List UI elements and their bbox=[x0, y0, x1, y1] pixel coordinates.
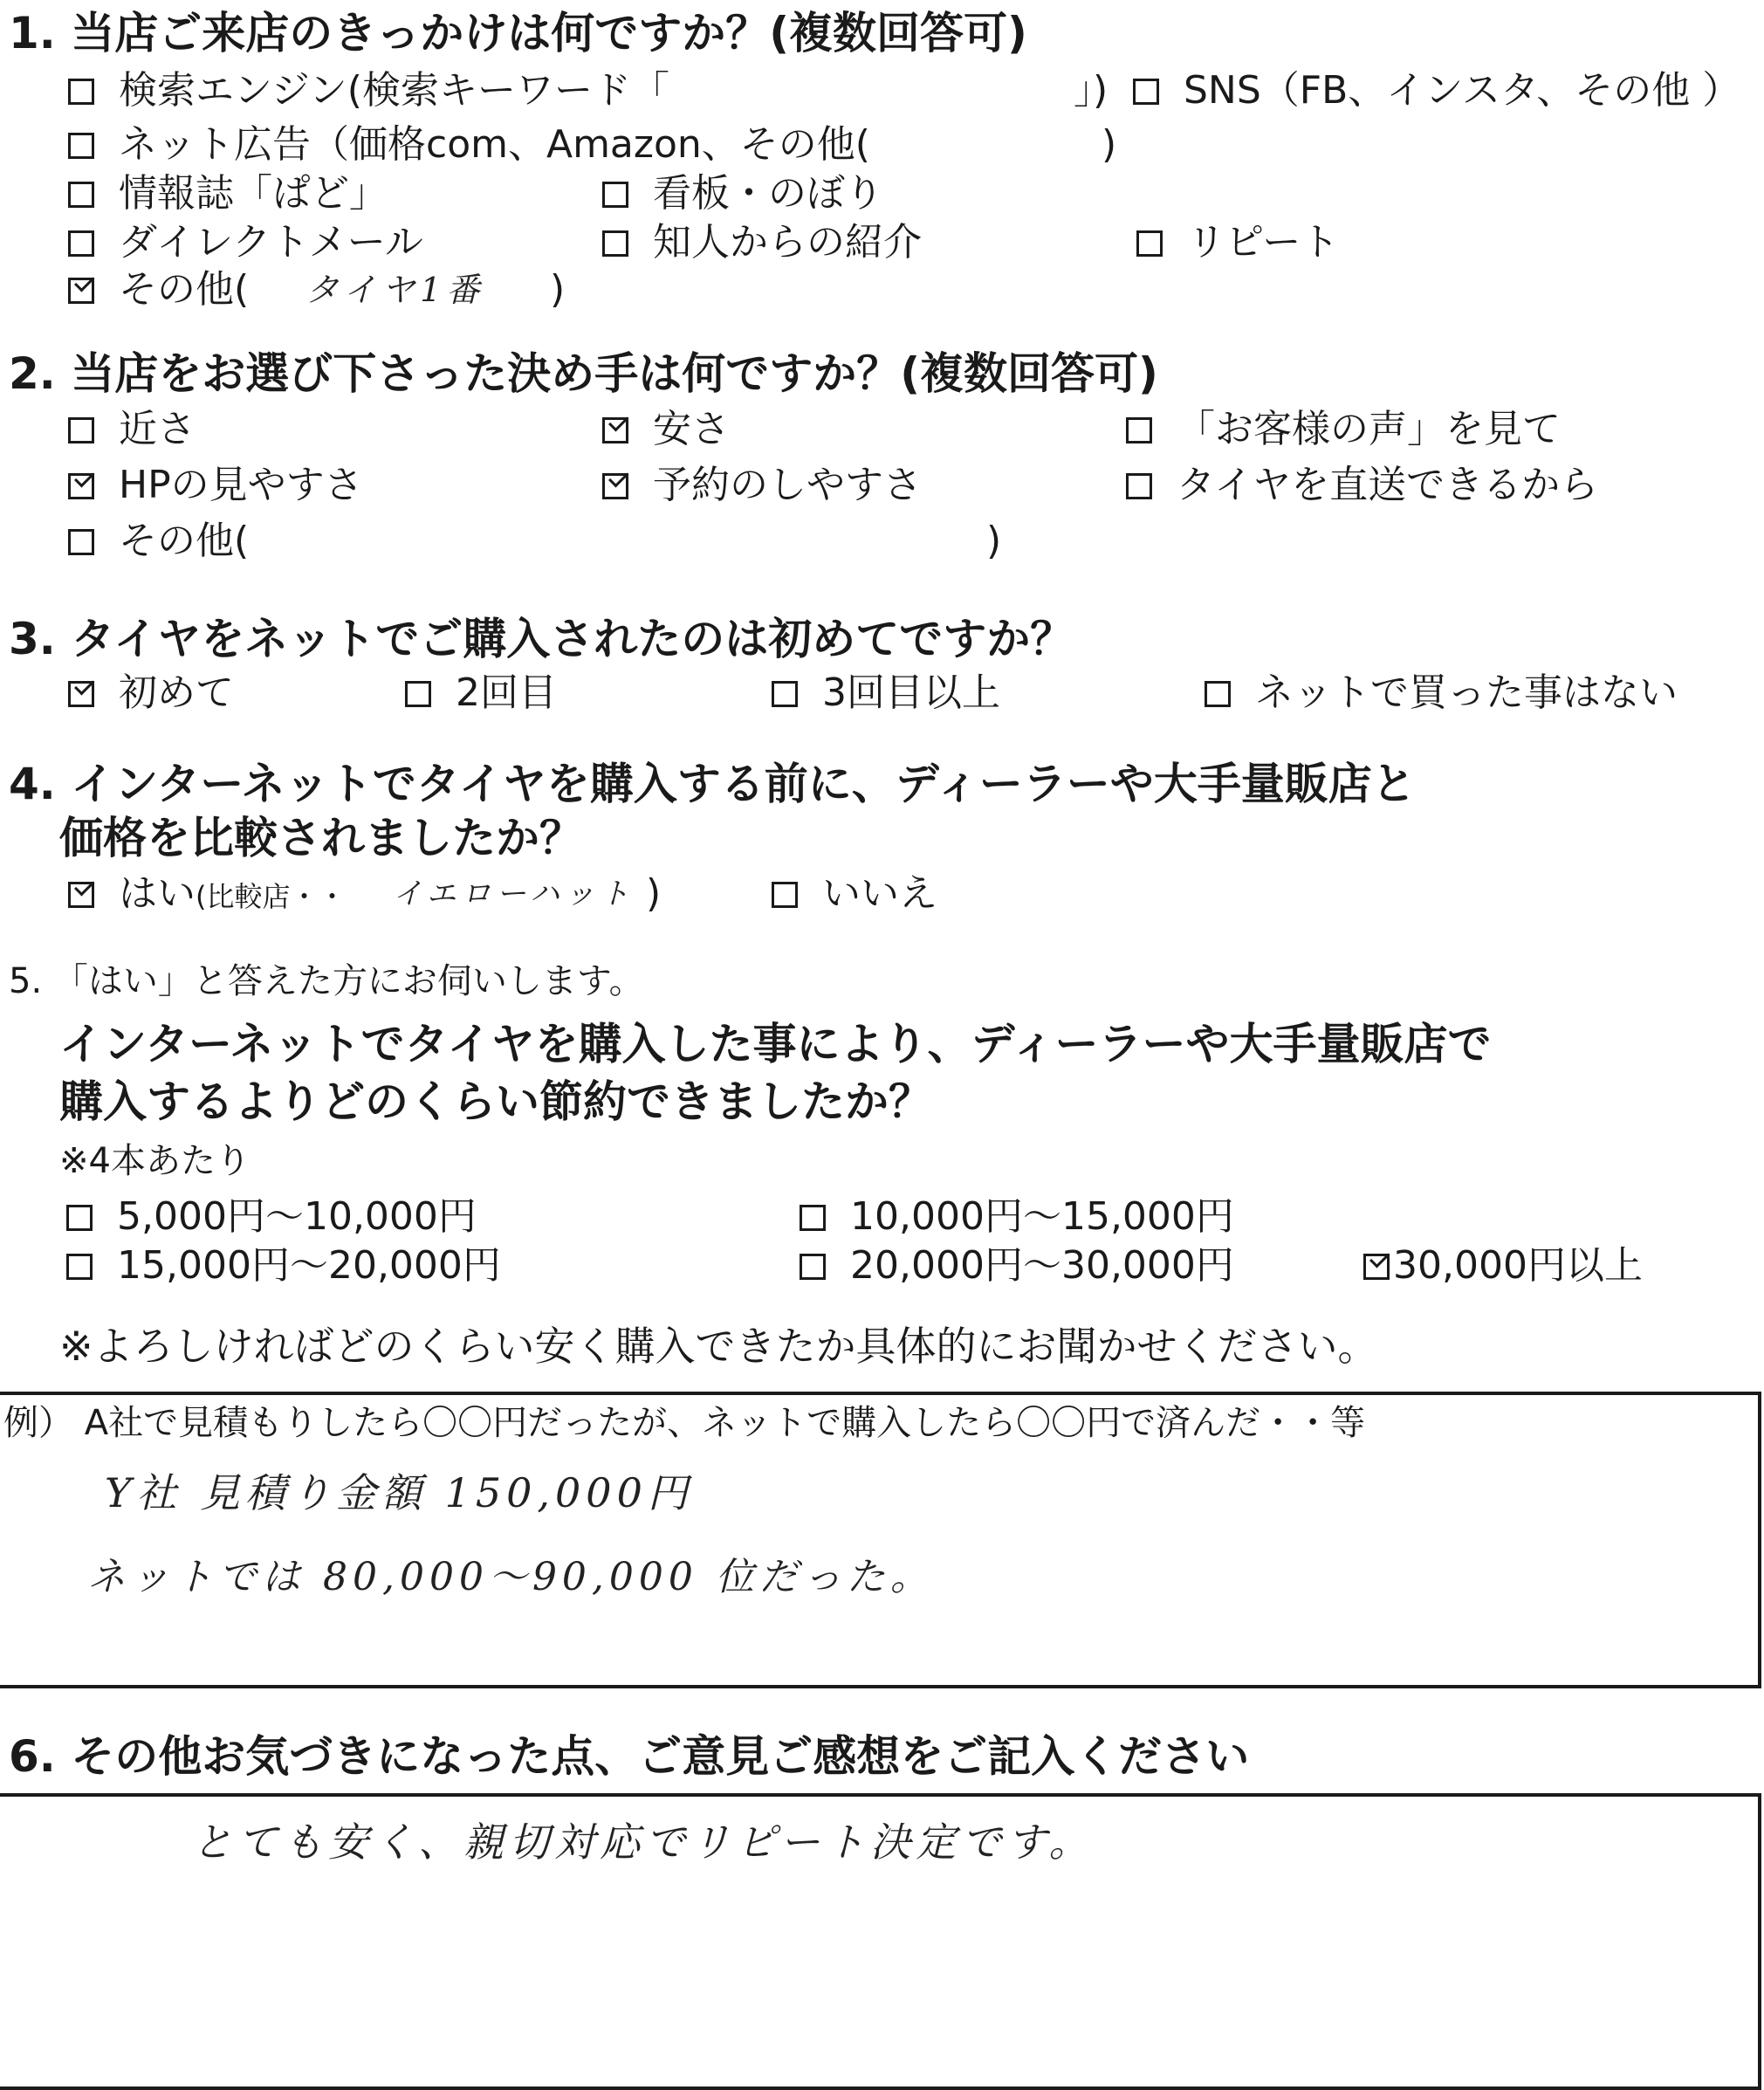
q1-pado-label: 情報誌「ぱど」 bbox=[119, 171, 388, 216]
q1-title: 1. 当店ご来店のきっかけは何ですか？(複数回答可) bbox=[9, 8, 1027, 58]
q5-title-line1: インターネットでタイヤを購入した事により、ディーラーや大手量販店で bbox=[59, 1019, 1492, 1069]
q1-dm-checkbox[interactable] bbox=[68, 230, 94, 257]
q4-yes-label: はい bbox=[119, 871, 196, 916]
q2-voice-label: 「お客様の声」を見て bbox=[1177, 407, 1561, 451]
q5-answer-line1: Y社 見積り金額 150,000円 bbox=[105, 1469, 693, 1516]
q4-option-no[interactable] bbox=[772, 871, 937, 917]
q4-no-checkbox[interactable] bbox=[772, 882, 798, 908]
q4-yes-checkbox[interactable] bbox=[68, 882, 94, 908]
q2-title: 2. 当店をお選び下さった決め手は何ですか？(複数回答可) bbox=[9, 348, 1158, 399]
q5-b-checkbox[interactable] bbox=[800, 1205, 826, 1231]
q5-e-checkbox[interactable] bbox=[1363, 1254, 1390, 1280]
q2-option-near[interactable] bbox=[68, 407, 196, 452]
q3-second-checkbox[interactable] bbox=[405, 681, 431, 707]
q1-search-close: 」) bbox=[1074, 68, 1109, 113]
q5-e-label: 30,000円以上 bbox=[1393, 1243, 1643, 1288]
q3-never-checkbox[interactable] bbox=[1205, 681, 1231, 707]
q3-third-checkbox[interactable] bbox=[772, 681, 798, 707]
q5-lead: 5. 「はい」と答えた方にお伺いします。 bbox=[9, 961, 644, 1001]
q5-answer-line2: ネットでは 80,000～90,000 位だった。 bbox=[87, 1555, 934, 1599]
q2-other-close: ) bbox=[986, 519, 1002, 563]
q6-answer: とても安く、親切対応でリピート決定です。 bbox=[192, 1818, 1095, 1866]
q2-cheap-checkbox[interactable] bbox=[602, 417, 628, 443]
q5-option-e[interactable] bbox=[1363, 1243, 1643, 1289]
q1-option-repeat[interactable] bbox=[1136, 220, 1339, 265]
q1-option-signboard[interactable] bbox=[602, 171, 883, 217]
q5-d-checkbox[interactable] bbox=[800, 1254, 826, 1280]
q4-option-yes[interactable] bbox=[68, 871, 347, 919]
q5-option-c[interactable] bbox=[66, 1243, 501, 1289]
q4-title-line2: 価格を比較されましたか？ bbox=[59, 813, 583, 863]
q2-option-cheap[interactable] bbox=[602, 407, 730, 452]
q1-other-handwritten: タイヤ1番 bbox=[305, 271, 485, 309]
q2-voice-checkbox[interactable] bbox=[1126, 417, 1152, 443]
q2-near-label: 近さ bbox=[119, 407, 196, 451]
q5-option-a[interactable] bbox=[66, 1194, 477, 1240]
q1-option-friend[interactable] bbox=[602, 220, 922, 265]
q5-c-label: 15,000円～20,000円 bbox=[117, 1243, 501, 1288]
q1-other-checkbox[interactable] bbox=[68, 278, 94, 304]
q3-option-third[interactable] bbox=[772, 670, 1000, 716]
q5-example: 例） A社で見積もりしたら〇〇円だったが、ネットで購入したら〇〇円で済んだ・・等 bbox=[3, 1403, 1366, 1443]
q1-net-ad-close: ) bbox=[1102, 122, 1117, 167]
q1-friend-checkbox[interactable] bbox=[602, 230, 628, 257]
q1-option-other[interactable] bbox=[68, 267, 249, 313]
q1-pado-checkbox[interactable] bbox=[68, 182, 94, 208]
q2-direct-checkbox[interactable] bbox=[1126, 473, 1152, 499]
q2-hp-checkbox[interactable] bbox=[68, 473, 94, 499]
q1-net-ad-label: ネット広告（価格com、Amazon、その他( bbox=[119, 122, 870, 167]
q4-title-line1: 4. インターネットでタイヤを購入する前に、ディーラーや大手量販店と bbox=[9, 759, 1416, 809]
q3-first-label: 初めて bbox=[119, 670, 234, 715]
q2-option-direct[interactable] bbox=[1126, 463, 1598, 508]
q4-no-label: いいえ bbox=[822, 871, 937, 916]
q1-other-label: その他( bbox=[119, 267, 250, 312]
q1-signboard-checkbox[interactable] bbox=[602, 182, 628, 208]
q2-direct-label: タイヤを直送できるから bbox=[1177, 463, 1599, 507]
q1-option-dm[interactable] bbox=[68, 220, 423, 265]
q1-search-label: 検索エンジン(検索キーワード「 bbox=[119, 68, 669, 113]
q2-hp-label: HPの見やすさ bbox=[119, 463, 363, 507]
q4-yes-close: ) bbox=[646, 871, 662, 916]
q3-never-label: ネットで買った事はない bbox=[1255, 670, 1678, 715]
q1-dm-label: ダイレクトメール bbox=[119, 220, 423, 265]
q1-option-sns[interactable] bbox=[1133, 68, 1740, 113]
q3-option-never[interactable] bbox=[1205, 670, 1678, 716]
q1-net-ad-checkbox[interactable] bbox=[68, 133, 94, 159]
q1-sns-label: SNS（FB、インスタ、その他 ） bbox=[1184, 68, 1741, 113]
q1-friend-label: 知人からの紹介 bbox=[653, 220, 922, 265]
q2-option-voice[interactable] bbox=[1126, 407, 1561, 452]
q5-a-label: 5,000円～10,000円 bbox=[117, 1194, 477, 1239]
q5-a-checkbox[interactable] bbox=[66, 1205, 93, 1231]
q1-option-net-ad[interactable] bbox=[68, 122, 870, 168]
q1-option-search-engine[interactable] bbox=[68, 68, 669, 113]
q1-signboard-label: 看板・のぼり bbox=[653, 171, 883, 216]
q2-reserve-label: 予約のしやすさ bbox=[653, 463, 922, 507]
q6-title: 6. その他お気づきになった点、ご意見ご感想をご記入ください bbox=[9, 1731, 1250, 1782]
q5-note: ※4本あたり bbox=[59, 1141, 251, 1181]
q2-other-label: その他( bbox=[119, 519, 250, 563]
q5-option-d[interactable] bbox=[800, 1243, 1234, 1289]
q4-yes-handwritten: イエローハット bbox=[393, 877, 635, 911]
q1-repeat-checkbox[interactable] bbox=[1136, 230, 1163, 257]
q3-option-second[interactable] bbox=[405, 670, 557, 716]
q2-cheap-label: 安さ bbox=[653, 407, 730, 451]
q5-c-checkbox[interactable] bbox=[66, 1254, 93, 1280]
q5-title-line2: 購入するよりどのくらい節約できましたか？ bbox=[59, 1076, 932, 1127]
q3-title: 3. タイヤをネットでご購入されたのは初めてですか？ bbox=[9, 614, 1074, 664]
q2-option-reserve[interactable] bbox=[602, 463, 922, 508]
q1-sns-checkbox[interactable] bbox=[1133, 79, 1159, 105]
q5-request: ※よろしければどのくらい安く購入できたか具体的にお聞かせください。 bbox=[59, 1323, 1378, 1370]
q2-near-checkbox[interactable] bbox=[68, 417, 94, 443]
q5-b-label: 10,000円～15,000円 bbox=[850, 1194, 1234, 1239]
q4-yes-detail: (比較店・・ bbox=[196, 880, 347, 913]
q2-option-other[interactable] bbox=[68, 519, 249, 564]
q2-other-checkbox[interactable] bbox=[68, 529, 94, 555]
q1-option-pado[interactable] bbox=[68, 171, 388, 217]
q1-repeat-label: リピート bbox=[1187, 220, 1340, 265]
q2-option-hp[interactable] bbox=[68, 463, 363, 508]
q3-first-checkbox[interactable] bbox=[68, 681, 94, 707]
q3-option-first[interactable] bbox=[68, 670, 234, 716]
q3-second-label: 2回目 bbox=[456, 670, 557, 715]
q5-option-b[interactable] bbox=[800, 1194, 1234, 1240]
q3-third-label: 3回目以上 bbox=[822, 670, 1000, 715]
q1-other-close: ) bbox=[550, 267, 566, 312]
q5-d-label: 20,000円～30,000円 bbox=[850, 1243, 1234, 1288]
q2-reserve-checkbox[interactable] bbox=[602, 473, 628, 499]
q1-search-checkbox[interactable] bbox=[68, 79, 94, 105]
